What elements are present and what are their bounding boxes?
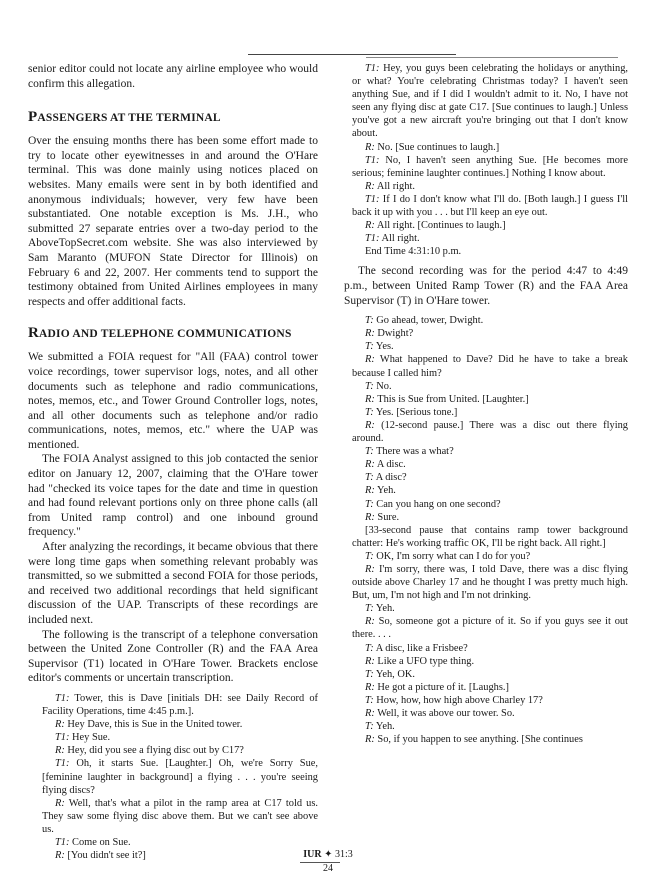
transcript-line: R: Dwight? xyxy=(365,328,414,340)
transcript-line: T: Yeh. xyxy=(365,603,395,615)
transcript-line: T1: No, I haven't seen anything Sue. [He becomes more serious; feminine laughter continues.] Nothing I know about. xyxy=(352,154,628,179)
left-column xyxy=(28,62,318,862)
transcript-line: T: Yes. xyxy=(365,341,394,353)
transcript-line: T: Yeh. xyxy=(365,721,395,733)
transcript-line: R: Yeh. xyxy=(365,485,396,497)
page-footer xyxy=(0,849,656,875)
star-icon: ✦ xyxy=(324,849,333,860)
transcript-line: T: How, how, how high above Charley 17? xyxy=(365,694,543,706)
left-paragraph-3: The FOIA Analyst assigned to this job contacted the senior editor on January 12, 2007, claiming that the O'Hare tower had "checked its voice tapes for the date and time in question and had found relevant portions only on three phone calls (all from United ramp control) and one inbound ground frequency." xyxy=(28,453,318,539)
transcript-line: T: A disc, like a Frisbee? xyxy=(365,642,468,654)
section-heading-radio: RADIO AND TELEPHONE COMMUNICATIONS xyxy=(28,325,292,342)
transcript-line: [33-second pause that contains ramp tower background chatter: He's working traffic OK, I'll be right back. All right.] xyxy=(352,524,628,549)
transcript-line: T: There was a what? xyxy=(365,446,454,458)
transcript-line: T: OK, I'm sorry what can I do for you? xyxy=(365,550,531,562)
left-paragraph-1: Over the ensuing months there has been some effort made to try to locate other eyewitnesses in and around the O'Hare terminal. This was done mainly using notices placed on websites. Many emails were sent in by both identified and anonymous individuals; however, very few have been substantiated. One notable exception is Ms. J.H., who submitted 27 separate entries over a two-day period to the AboveTopSecret.com website. She was also interviewed by Sam Maranto (MUFON State Director for Illinois) on February 6 and 22, 2007. Her comments tend to support the testimony obtained from United Airlines employees in many respects and offer additional facts. xyxy=(28,135,318,308)
header-rule xyxy=(248,54,456,55)
transcript-line: T: A disc? xyxy=(365,472,407,484)
transcript-line: R: (12-second pause.] There was a disc out there flying around. xyxy=(352,419,628,445)
transcript-line: T: No. xyxy=(365,380,392,392)
transcript-line: R: Like a UFO type thing. xyxy=(365,655,475,667)
transcript-line: T: Yes. [Serious tone.] xyxy=(365,406,458,418)
transcript-line: T: Go ahead, tower, Dwight. xyxy=(365,315,484,327)
transcript-line: R: All right. [Continues to laugh.] xyxy=(365,220,506,232)
transcript-line: R: So, if you happen to see anything. [She continues xyxy=(365,734,583,746)
journal-issue: IUR ✦ 31:3 xyxy=(303,849,353,860)
transcript-line: R: So, someone got a picture of it. So if you guys see it out there. . . . xyxy=(352,616,628,641)
transcript-line: R: Well, that's what a pilot in the ramp area at C17 told us. They saw some flying disc above them. But we can't see above us. xyxy=(42,797,318,835)
transcript-line: T1: Hey Sue. xyxy=(55,732,111,744)
left-paragraph-4: After analyzing the recordings, it became obvious that there were long time gaps when something relevant probably was transmitted, so we submitted a second FOIA for those periods, and received two additional recordings that held significant discussion of the UAP. Transcripts of these recordings are included next. xyxy=(28,541,318,626)
transcript-line: R: No. [Sue continues to laugh.] xyxy=(365,141,500,153)
transcript-line: T1: If I do I don't know what I'll do. [Both laugh.] I guess I'll back it up with you . . . but I'll keep an eye out. xyxy=(352,193,628,219)
transcript-right-1 xyxy=(352,62,628,258)
transcript-line: T1: Oh, it starts Sue. [Laughter.] Oh, we're Sorry Sue, [feminine laughter in background] a flying . . . you're seeing flying discs? xyxy=(42,758,318,796)
transcript-line: T1: Tower, this is Dave [initials DH: see Daily Record of Facility Operations, time 4:45 p.m.]. xyxy=(42,692,318,718)
end-time: End Time 4:31:10 p.m. xyxy=(365,246,462,258)
transcript-line: T1: Come on Sue. xyxy=(55,837,131,848)
transcript-line: R: What happened to Dave? Did he have to take a break because I called him? xyxy=(352,354,628,379)
left-paragraph-0: senior editor could not locate any airline employee who would confirm this allegation. xyxy=(28,63,318,90)
section-heading-passengers: PASSENGERS AT THE TERMINAL xyxy=(28,109,221,126)
transcript-left xyxy=(42,692,318,862)
transcript-line: R: Well, it was above our tower. So. xyxy=(365,708,515,719)
transcript-line: R: Hey, did you see a flying disc out by C17? xyxy=(55,745,244,757)
right-paragraph-second: The second recording was for the period 4:47 to 4:49 p.m., between United Ramp Tower (R) and the FAA Area Supervisor (T) in O'Hare tower. xyxy=(344,265,628,307)
footer-rule xyxy=(300,862,340,863)
transcript-line: R: This is Sue from United. [Laughter.] xyxy=(365,393,529,405)
left-paragraph-5: The following is the transcript of a telephone conversation between the United Zone Controller (R) and the FAA Area Supervisor (T1) located in O'Hare Tower. Brackets enclose editor's comments or uncertain transcription. xyxy=(28,628,318,685)
transcript-line: R: He got a picture of it. [Laughs.] xyxy=(365,681,509,693)
transcript-right-2 xyxy=(352,314,628,746)
transcript-line: R: A disc. xyxy=(365,459,406,471)
transcript-line: T1: All right. xyxy=(365,233,420,245)
transcript-line: R: Sure. xyxy=(365,511,400,523)
page-number: 24 xyxy=(323,863,333,874)
left-paragraph-2: We submitted a FOIA request for "All (FAA) control tower voice recordings, tower supervisor logs, notes, and all other documents such as telephone and radio communications, notes, memos, etc., and Tower Ground Controller logs, notes, and all other documents such as telephone and/or radio communications, notes, memos, etc." where the UAP was mentioned. xyxy=(28,351,318,451)
transcript-line: R: [You didn't see it?] xyxy=(55,850,146,862)
header-rule-right xyxy=(366,57,618,58)
transcript-line: R: All right. xyxy=(365,180,415,192)
right-column xyxy=(344,62,628,746)
transcript-line: T1: Hey, you guys been celebrating the holidays or anything, or what? You're celebrating Christmas today? I haven't seen anything Sue, and if I did I wouldn't admit to it. No, I have not seen any flying disc at gate C17. [Sue continues to laugh.] Unless you've got a new aircraft you're bringing out that I don't know about. xyxy=(352,63,628,140)
transcript-line: T: Yeh, OK. xyxy=(365,668,415,680)
transcript-line: R: I'm sorry, there was, I told Dave, there was a disc flying outside above Charley 17 and he thought I was pretty much high. But, um, I'm not high and I'm not drinking. xyxy=(352,563,628,602)
transcript-line: R: Hey Dave, this is Sue in the United tower. xyxy=(55,719,243,731)
transcript-line: T: Can you hang on one second? xyxy=(365,498,501,510)
